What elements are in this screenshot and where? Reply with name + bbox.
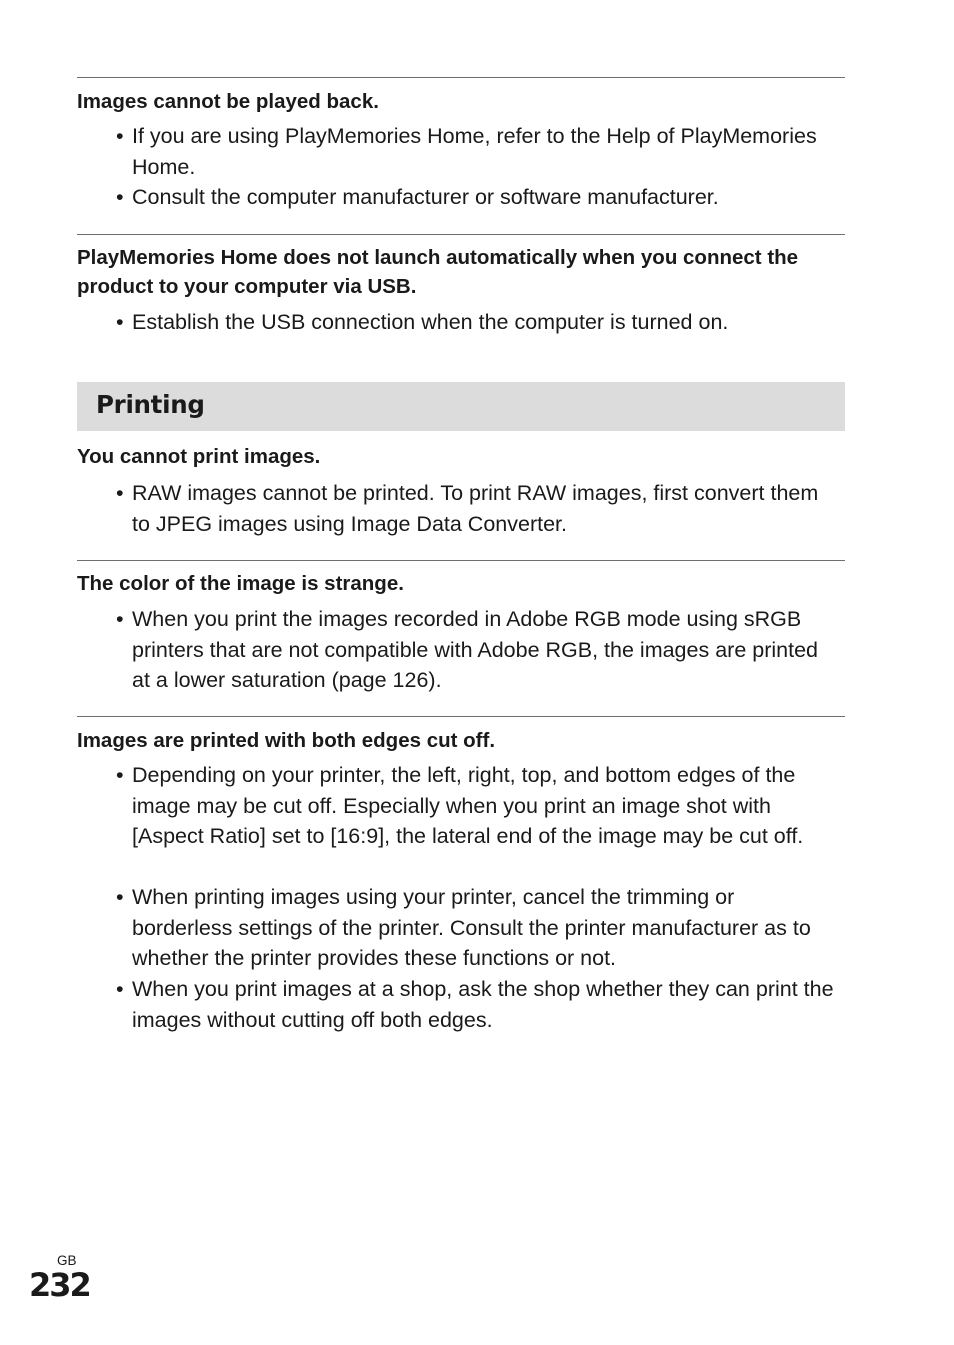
bullet-text: When you print images at a shop, ask the shop whether they can print the images without cutting off both edges. [132, 977, 834, 1032]
bullet-icon: • [116, 124, 124, 148]
bullet-icon: • [116, 185, 124, 209]
bullet-icon: • [116, 763, 124, 787]
bullet-text: If you are using PlayMemories Home, refer to the Help of PlayMemories Home. [132, 124, 817, 179]
bullet-item [116, 478, 836, 539]
section-heading: Images are printed with both edges cut off. [77, 729, 496, 752]
bullet-icon: • [116, 977, 124, 1001]
bullet-icon: • [116, 310, 124, 334]
section-title: Printing [96, 390, 205, 419]
bullet-text: Establish the USB connection when the computer is turned on. [132, 310, 729, 334]
bullet-item [116, 882, 836, 974]
bullet-item [116, 974, 836, 1035]
section-heading: PlayMemories Home does not launch automatically when you connect the product to your computer via USB. [77, 246, 799, 298]
bullet-icon: • [116, 607, 124, 631]
bullet-text: Depending on your printer, the left, right, top, and bottom edges of the image may be cut off. Especially when you print an image shot with [Aspect Ratio] set to [16:9], the lateral end of the image may be cut off. [132, 763, 804, 849]
section-title-band [77, 382, 845, 431]
section-divider [77, 560, 845, 561]
bullet-text: When you print the images recorded in Adobe RGB mode using sRGB printers that are not compatible with Adobe RGB, the images are printed at a lower saturation (page 126). [132, 607, 818, 693]
section-divider [77, 716, 845, 717]
bullet-item [116, 604, 836, 696]
bullet-icon: • [116, 481, 124, 505]
bullet-text: When printing images using your printer, cancel the trimming or borderless settings of the printer. Consult the printer manufacturer as to whether the printer provides these functions or not. [132, 885, 811, 971]
region-code: GB [57, 1253, 77, 1268]
section-divider [77, 77, 845, 78]
bullet-item [116, 121, 836, 182]
section-heading: Images cannot be played back. [77, 90, 379, 113]
section-divider [77, 234, 845, 235]
page-number: 232 [29, 1266, 90, 1304]
bullet-item [116, 307, 836, 338]
section-heading: The color of the image is strange. [77, 572, 404, 595]
bullet-item [116, 760, 836, 852]
bullet-item [116, 182, 836, 213]
section-heading: You cannot print images. [77, 445, 321, 468]
bullet-icon: • [116, 885, 124, 909]
bullet-text: RAW images cannot be printed. To print RAW images, first convert them to JPEG images using Image Data Converter. [132, 481, 819, 536]
bullet-text: Consult the computer manufacturer or software manufacturer. [132, 185, 719, 209]
